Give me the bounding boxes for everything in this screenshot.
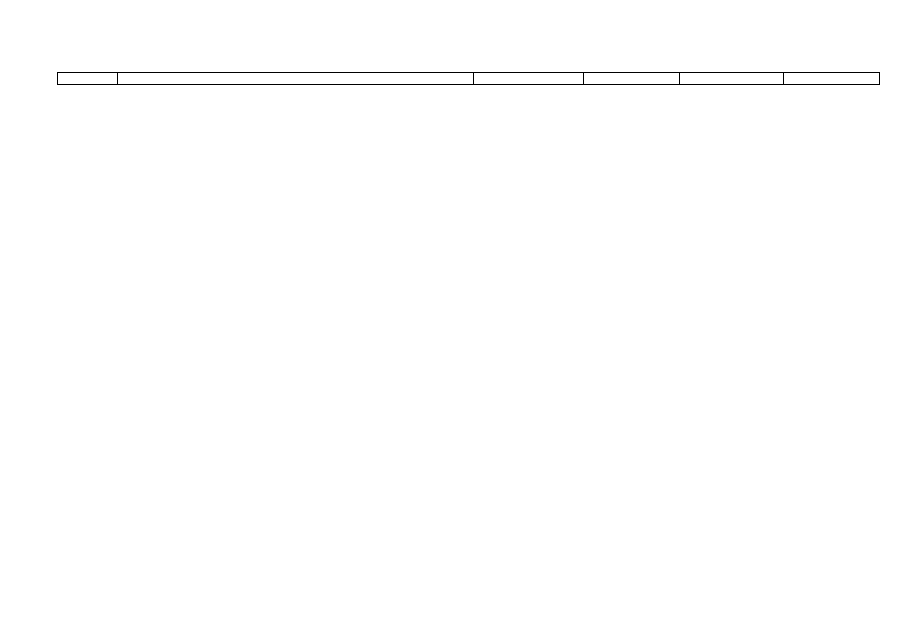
column-header-6 bbox=[784, 73, 879, 84]
column-header-1 bbox=[58, 73, 118, 84]
column-header-2 bbox=[118, 73, 474, 84]
column-header-4 bbox=[584, 73, 681, 84]
column-header-5 bbox=[680, 73, 784, 84]
column-header-3 bbox=[474, 73, 584, 84]
table-header bbox=[57, 72, 880, 85]
